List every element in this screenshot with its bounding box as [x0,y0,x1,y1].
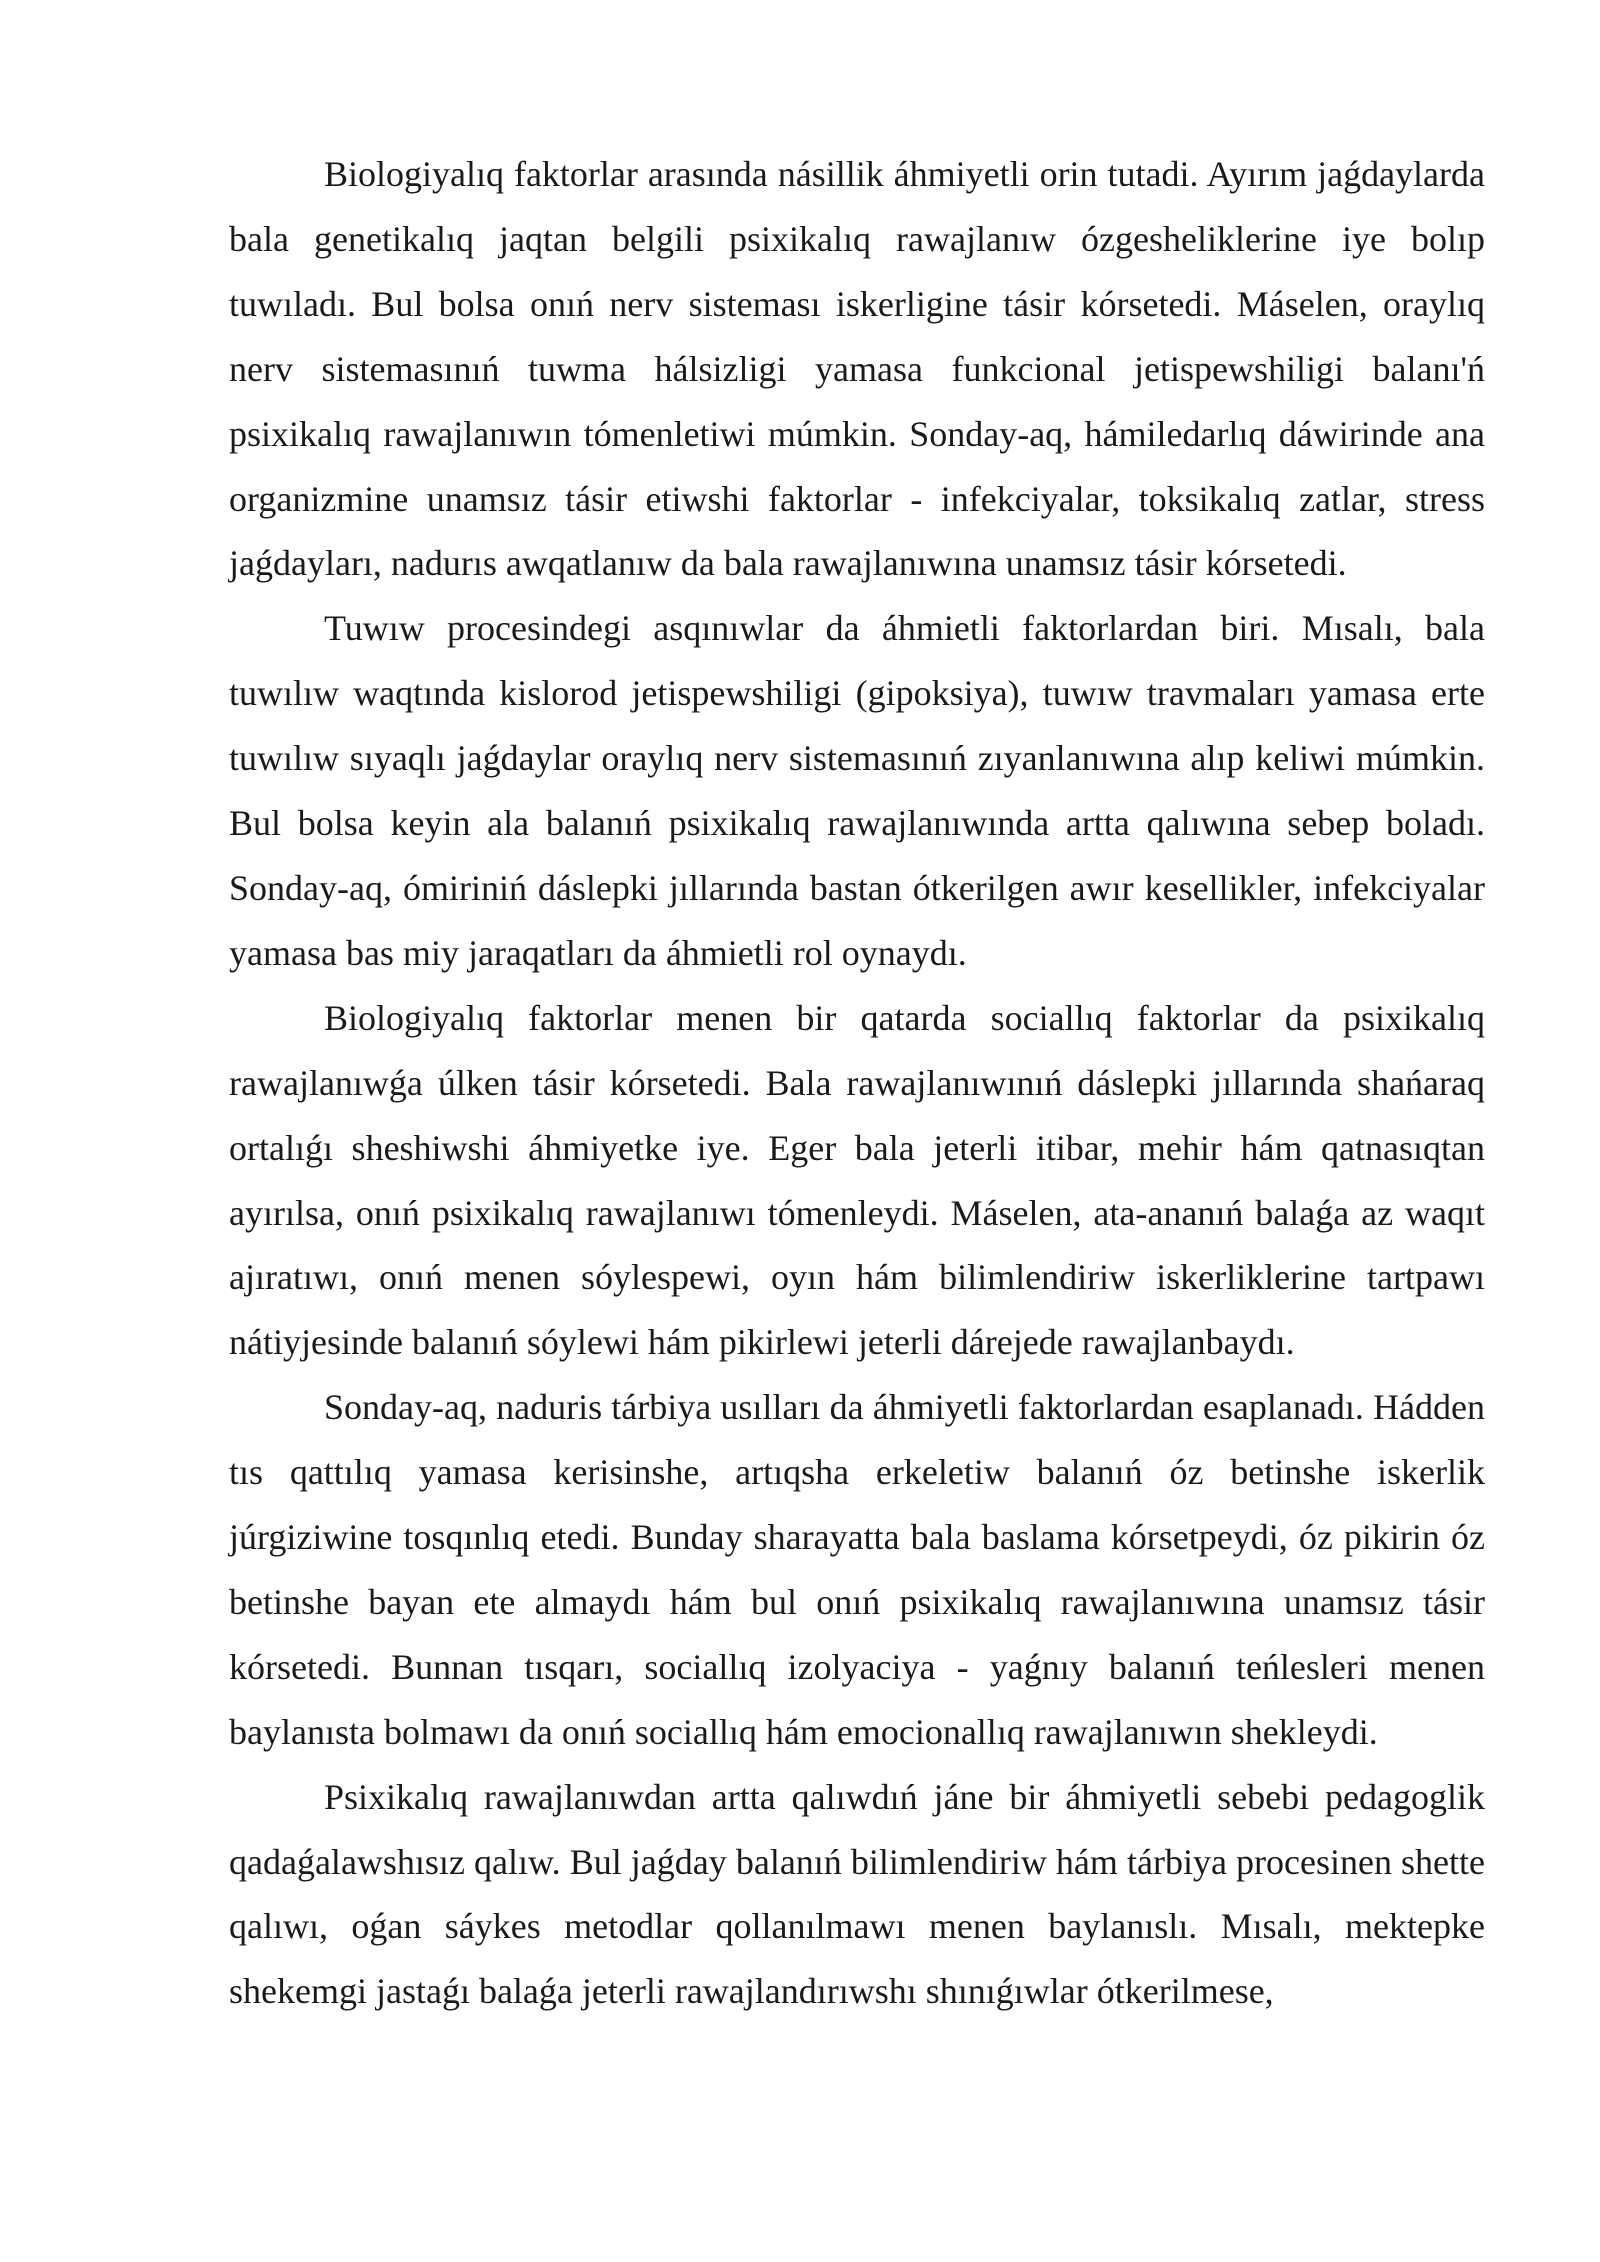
paragraph-birth-complications: Tuwıw procesindegi asqınıwlar da áhmietli faktorlardan biri. Mısalı, bala tuwılıw waqtında kislorod jetispewshiligi (gipoksiya), tuwıw travmaları yamasa erte tuwılıw sıyaqlı jaǵdaylar oraylıq nerv sistemasınıń zıyanlanıwına alıp keliwi múmkin. Bul bolsa keyin ala balanıń psixikalıq rawajlanıwında artta qalıwına sebep boladı. Sonday-aq, ómiriniń dáslepki jıllarında bastan ótkerilgen awır kesellikler, infekciyalar yamasa bas miy jaraqatları da áhmietli rol oynaydı. [229,608,1485,973]
paragraph-biological-factors: Biologiyalıq faktorlar arasında násillik áhmiyetli orin tutadi. Ayırım jaǵdaylarda bala genetikalıq jaqtan belgili psixikalıq rawajlanıw ózgesheliklerine iye bolıp tuwıladı. Bul bolsa onıń nerv sisteması iskerligine tásir kórsetedi. Máselen, oraylıq nerv sistemasınıń tuwma hálsizligi yamasa funkcional jetispewshiligi balanı'ń psixikalıq rawajlanıwın tómenletiwi múmkin. Sonday-aq, hámiledarlıq dáwirinde ana organizmine unamsız tásir etiwshi faktorlar - infekciyalar, toksikalıq zatlar, stress jaǵdayları, nadurıs awqatlanıw da bala rawajlanıwına unamsız tásir kórsetedi. [229,154,1485,584]
document-page [229,142,1485,2024]
paragraph-upbringing-methods: Sonday-aq, naduris tárbiya usılları da áhmiyetli faktorlardan esaplanadı. Hádden tıs qattılıq yamasa kerisinshe, artıqsha erkeletiw balanıń óz betinshe iskerlik júrgiziwine tosqınlıq etedi. Bunday sharayatta bala baslama kórsetpeydi, óz pikirin óz betinshe bayan ete almaydı hám bul onıń psixikalıq rawajlanıwına unamsız tásir kórsetedi. Bunnan tısqarı, sociallıq izolyaciya - yaǵnıy balanıń teńlesleri menen baylanısta bolmawı da onıń sociallıq hám emocionallıq rawajlanıwın shekleydi. [229,1387,1485,1752]
paragraph-pedagogical-neglect: Psixikalıq rawajlanıwdan artta qalıwdıń jáne bir áhmiyetli sebebi pedagoglik qadaǵalawshısız qalıw. Bul jaǵday balanıń bilimlendiriw hám tárbiya procesinen shette qalıwı, oǵan sáykes metodlar qollanılmawı menen baylanıslı. Mısalı, mektepke shekemgi jastaǵı balaǵa jeterli rawajlandırıwshı shınıǵıwlar ótkerilmese, [229,1776,1485,2012]
paragraph-social-factors: Biologiyalıq faktorlar menen bir qatarda sociallıq faktorlar da psixikalıq rawajlanıwǵa úlken tásir kórsetedi. Bala rawajlanıwınıń dáslepki jıllarında shańaraq ortalıǵı sheshiwshi áhmiyetke iye. Eger bala jeterli itibar, mehir hám qatnasıqtan ayırılsa, onıń psixikalıq rawajlanıwı tómenleydi. Máselen, ata-ananıń balaǵa az waqıt ajıratıwı, onıń menen sóylespewi, oyın hám bilimlendiriw iskerliklerine tartpawı nátiyjesinde balanıń sóylewi hám pikirlewi jeterli dárejede rawajlanbaydı. [229,997,1485,1363]
